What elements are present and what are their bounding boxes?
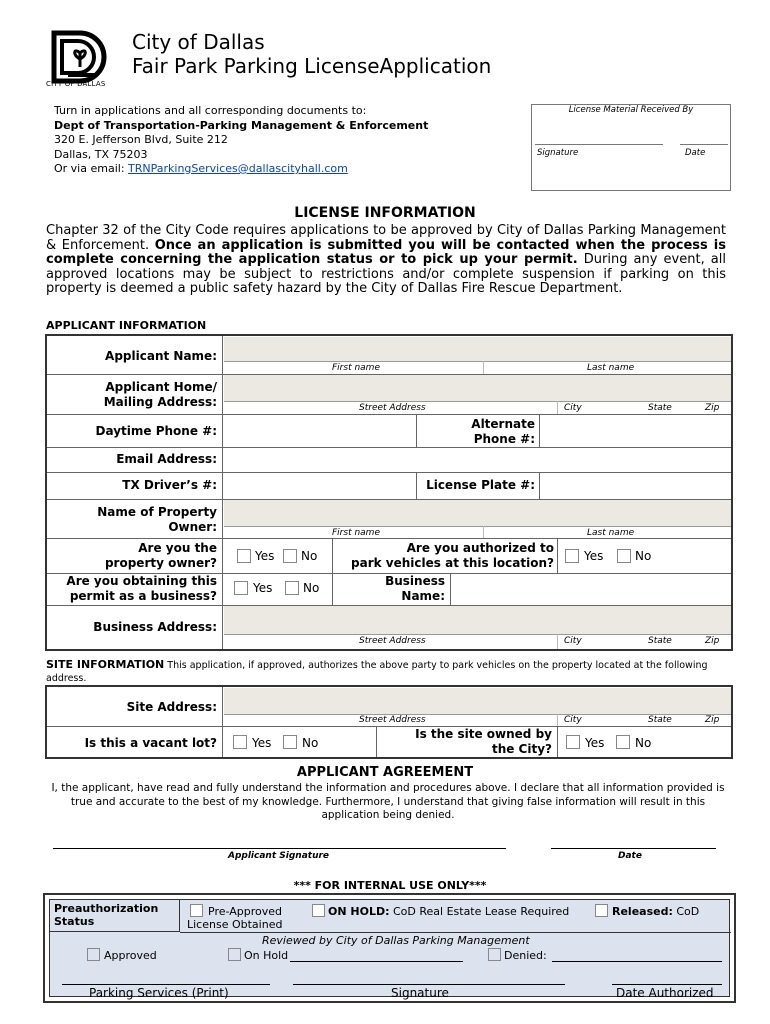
business-no-checkbox[interactable]: [285, 581, 299, 595]
license-received-box: [531, 104, 731, 191]
preauth-status-label: Preauthorization Status: [50, 900, 180, 932]
site-address-input[interactable]: [224, 688, 731, 714]
business-yes-checkbox[interactable]: [234, 581, 248, 595]
city-owned-label: Is the site owned by the City?: [415, 727, 552, 756]
zip-caption: Zip: [705, 403, 720, 413]
applicant-table: [45, 334, 733, 651]
on-hold-lease-label: ON HOLD: CoD Real Estate Lease Required: [328, 905, 570, 918]
submission-city: Dallas, TX 75203: [54, 147, 148, 161]
city-owned-yes-label: Yes: [585, 736, 605, 750]
released-label: Released: CoD: [612, 905, 700, 918]
agreement-text: I, the applicant, have read and fully understand the information and procedures above. I declare that all information provided is true and accurate to the best of my knowledge. Furthermore, I understand that giving false information will result in this application being denied.: [51, 782, 725, 821]
pre-approved-checkbox[interactable]: [190, 904, 203, 917]
authorized-label: Are you authorized to park vehicles at this location?: [351, 541, 554, 570]
authorized-yes-label: Yes: [584, 549, 604, 563]
are-you-owner-label: Are you the property owner?: [104, 541, 217, 570]
daytime-phone-label: Daytime Phone #:: [95, 424, 217, 438]
license-plate-label: License Plate #:: [426, 478, 535, 492]
agreement-heading: APPLICANT AGREEMENT: [296, 765, 474, 780]
received-date-label: Date: [685, 148, 706, 158]
applicant-name-label: Applicant Name:: [105, 349, 217, 363]
business-name-label: Business Name:: [385, 574, 445, 603]
owner-no-checkbox[interactable]: [283, 549, 297, 563]
business-no-label: No: [303, 581, 320, 595]
vacant-lot-label: Is this a vacant lot?: [84, 736, 217, 750]
logo-caption: CITY OF DALLAS: [46, 80, 106, 88]
denied-checkbox[interactable]: [488, 948, 501, 961]
released-checkbox[interactable]: [595, 904, 608, 917]
page-title-form: Fair Park Parking LicenseApplication: [132, 54, 492, 78]
business-state-caption: State: [648, 636, 672, 646]
owner-yes-label: Yes: [255, 549, 275, 563]
license-info-text: Chapter 32 of the City Code requires applications to be approved by City of Dallas Parking Management & Enforcement. Once an application is submitted you will be contacted when the process is complete concerning the application status or to pick up your permit. During any event, all approved locations may be subject to restrictions and/or complete suspension if parking on this property is deemed a public safety hazard by the City of Dallas Fire Rescue Department.: [46, 223, 726, 296]
site-state-caption: State: [648, 715, 672, 725]
alternate-phone-label: Alternate Phone #:: [471, 417, 535, 446]
authorized-no-label: No: [635, 549, 652, 563]
owner-last-name-caption: Last name: [587, 528, 635, 538]
property-owner-input[interactable]: [224, 500, 731, 526]
parking-services-line[interactable]: [62, 984, 270, 985]
internal-signature-line[interactable]: [293, 984, 565, 985]
page-title-city: City of Dallas: [132, 30, 265, 54]
owner-no-label: No: [301, 549, 318, 563]
business-permit-label: Are you obtaining this permit as a business?: [66, 574, 217, 603]
city-owned-no-checkbox[interactable]: [616, 735, 630, 749]
authorized-yes-checkbox[interactable]: [565, 549, 579, 563]
city-owned-yes-checkbox[interactable]: [566, 735, 580, 749]
applicant-signature-line[interactable]: [53, 848, 506, 849]
applicant-date-line[interactable]: [551, 848, 716, 849]
vacant-yes-label: Yes: [252, 736, 272, 750]
owner-first-name-caption: First name: [332, 528, 380, 538]
property-owner-label: Name of Property Owner:: [97, 505, 217, 534]
vacant-no-checkbox[interactable]: [283, 735, 297, 749]
submission-dept: Dept of Transportation-Parking Management & Enforcement: [54, 118, 429, 132]
site-address-label: Site Address:: [126, 700, 217, 714]
applicant-signature-caption: Applicant Signature: [228, 851, 330, 861]
site-city-caption: City: [564, 715, 582, 725]
denied-reason-line[interactable]: [552, 961, 722, 962]
owner-yes-checkbox[interactable]: [237, 549, 251, 563]
business-street-caption: Street Address: [359, 636, 426, 646]
state-caption: State: [648, 403, 672, 413]
site-zip-caption: Zip: [705, 715, 720, 725]
business-address-input[interactable]: [224, 606, 731, 634]
vacant-yes-checkbox[interactable]: [233, 735, 247, 749]
on-hold-checkbox[interactable]: [228, 948, 241, 961]
internal-use-heading: *** FOR INTERNAL USE ONLY***: [293, 879, 487, 892]
business-address-label: Business Address:: [93, 620, 217, 634]
site-street-caption: Street Address: [359, 715, 426, 725]
email-address-label: Email Address:: [116, 452, 217, 466]
reviewed-by-label: Reviewed by City of Dallas Parking Management: [262, 934, 530, 947]
applicant-date-caption: Date: [618, 851, 642, 861]
approved-checkbox[interactable]: [87, 948, 100, 961]
received-signature-label: Signature: [537, 148, 579, 158]
email-address-input[interactable]: [224, 448, 731, 472]
home-address-label: Applicant Home/ Mailing Address:: [103, 380, 217, 409]
drivers-license-label: TX Driver’s #:: [122, 478, 217, 492]
license-obtained-label: License Obtained: [187, 918, 283, 931]
applicant-name-input[interactable]: [224, 337, 731, 361]
site-section-header: SITE INFORMATION This application, if approved, authorizes the above party to park vehicles on the property located at the following address.: [46, 658, 708, 684]
license-info-heading: LICENSE INFORMATION: [294, 205, 476, 221]
alternate-phone-input[interactable]: [541, 415, 731, 447]
denied-label: Denied:: [504, 949, 547, 962]
submission-street: 320 E. Jefferson Blvd, Suite 212: [54, 133, 228, 146]
on-hold-lease-checkbox[interactable]: [312, 904, 325, 917]
submission-email-line: Or via email: TRNParkingServices@dallascityhall.com: [54, 162, 348, 175]
license-plate-input[interactable]: [541, 473, 731, 499]
email-link[interactable]: TRNParkingServices@dallascityhall.com: [128, 162, 348, 175]
parking-services-caption: Parking Services (Print): [89, 986, 229, 1000]
date-authorized-line[interactable]: [612, 984, 722, 985]
date-authorized-caption: Date Authorized: [616, 986, 714, 1000]
authorized-no-checkbox[interactable]: [617, 549, 631, 563]
submission-address: [54, 104, 428, 177]
business-zip-caption: Zip: [705, 636, 720, 646]
approved-label: Approved: [104, 949, 157, 962]
pre-approved-label: Pre-Approved: [208, 905, 282, 918]
applicant-section-label: APPLICANT INFORMATION: [46, 319, 207, 332]
daytime-phone-input[interactable]: [224, 415, 415, 447]
street-address-caption: Street Address: [359, 403, 426, 413]
business-name-input[interactable]: [452, 574, 731, 605]
drivers-license-input[interactable]: [224, 473, 415, 499]
business-city-caption: City: [564, 636, 582, 646]
vacant-no-label: No: [302, 736, 319, 750]
city-caption: City: [564, 403, 582, 413]
site-table: [45, 685, 733, 759]
last-name-caption: Last name: [587, 363, 635, 373]
internal-signature-caption: Signature: [391, 986, 449, 1000]
internal-use-box: [43, 893, 736, 1003]
submission-intro: Turn in applications and all corresponding documents to:: [54, 104, 367, 117]
on-hold-reason-line[interactable]: [290, 961, 463, 962]
home-address-input[interactable]: [224, 375, 731, 401]
business-yes-label: Yes: [253, 581, 273, 595]
on-hold-label: On Hold: [244, 949, 289, 962]
first-name-caption: First name: [332, 363, 380, 373]
city-owned-no-label: No: [635, 736, 652, 750]
received-title: License Material Received By: [568, 105, 694, 115]
